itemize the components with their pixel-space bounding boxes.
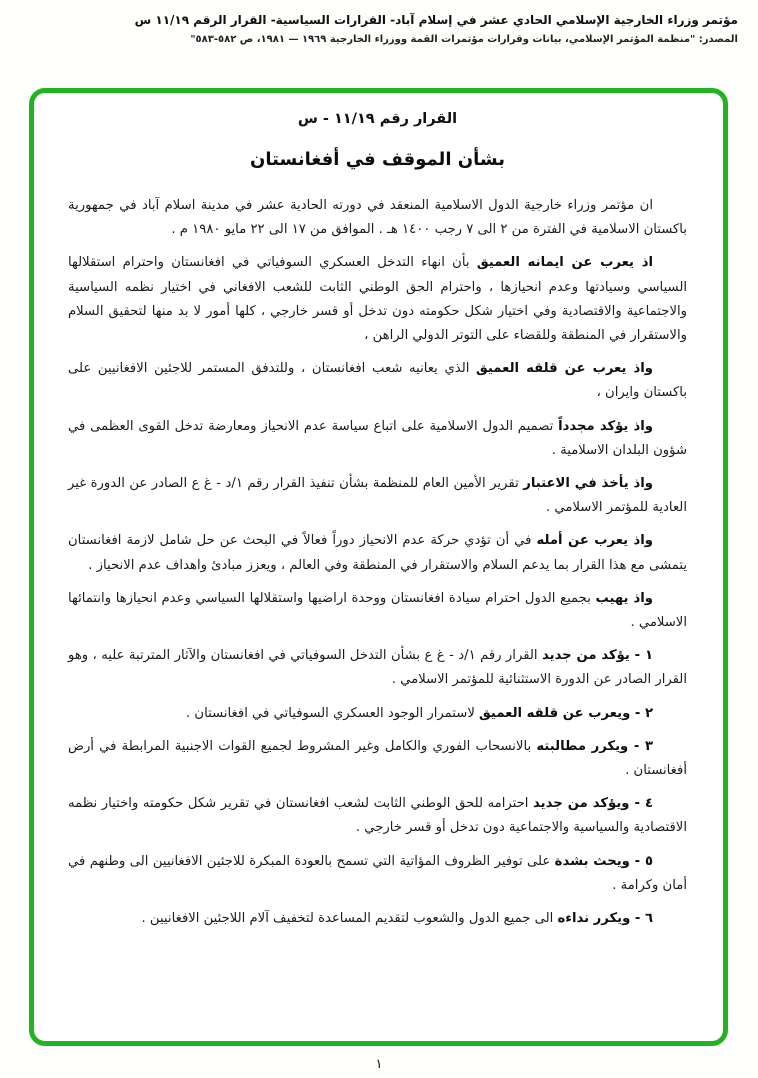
numbered-item-5 xyxy=(68,850,687,898)
paragraph-text: تصميم الدول الاسلامية على اتباع سياسة عدم الانحياز ومعارضة تدخل القوى العظمى في شؤون البلدان الاسلامية . xyxy=(68,418,687,458)
paragraph-clause xyxy=(68,357,687,405)
paragraph-clause xyxy=(68,251,687,348)
green-border-box xyxy=(29,88,728,1046)
numbered-item-2 xyxy=(68,702,687,726)
header-citation-line: مؤتمر وزراء الخارجية الإسلامي الحادي عشر في إسلام آباد- القرارات السياسية- القرار الرقم ١١/١٩ س xyxy=(134,13,738,27)
numbered-item-6 xyxy=(68,907,687,931)
paragraph-text: تقرير الأمين العام للمنظمة بشأن تنفيذ القرار رقم ١/د - غ ع الصادر عن الدورة غير العادية للمؤتمر الاسلامي . xyxy=(68,476,687,516)
numbered-item-1 xyxy=(68,644,687,692)
paragraph-lead: واذ يهيب xyxy=(595,590,653,606)
paragraph-clause xyxy=(68,472,687,520)
resolution-subject-title: بشأن الموقف في أفغانستان xyxy=(250,149,505,170)
paragraph-lead: واذ يعرب عن قلقه العميق xyxy=(476,361,653,377)
item-text: على توفير الظروف المؤاتية التي تسمح بالعودة المبكرة للاجئين الافغانيين الى وطنهم في أمان وكرامة . xyxy=(68,853,687,893)
document-header xyxy=(20,10,738,45)
paragraph-preamble xyxy=(68,194,687,242)
item-lead: ٥ - ويحث بشدة xyxy=(554,853,653,869)
page-number: ١ xyxy=(375,1057,383,1072)
paragraph-clause xyxy=(68,529,687,577)
item-text: الى جميع الدول والشعوب لتقديم المساعدة لتخفيف آلام اللاجئين الافغانيين . xyxy=(141,911,558,927)
item-lead: ٤ - ويؤكد من جديد xyxy=(533,796,654,812)
item-lead: ٢ - ويعرب عن قلقه العميق xyxy=(479,705,653,721)
item-text: لاستمرار الوجود العسكري السوفياتي في افغانستان . xyxy=(186,705,480,721)
paragraph-lead: واذ يعرب عن أمله xyxy=(536,533,653,549)
item-text: احترامه للحق الوطني الثابت لشعب افغانستان في تقرير شكل حكومته واختيار نظمه الاقتصادية والسياسية والاجتماعية دون تدخل أو قسر خارجي . xyxy=(68,796,687,836)
paragraph-text: بأن انهاء التدخل العسكري السوفياتي في افغانستان واحترام استقلالها السياسي وسيادتها وعدم انحيازها ، واحترام الحق الوطني الثابت للشعب الافغاني في اختيار نظمه السياسية والاجتماعية والاقتصادية وفي اختيار شكل حكومته دون تدخل أو قسر خارجي ، كلها أمور لا بد منها لتحقيق السلام والاستقرار في المنطقة وللقضاء على التوتر الدولي الراهن ، xyxy=(68,255,687,344)
paragraph-lead: واذ يؤكد مجدداً xyxy=(558,418,653,434)
item-lead: ١ - يؤكد من جديد xyxy=(542,648,654,664)
item-lead: ٦ - ويكرر نداءه xyxy=(557,911,653,927)
numbered-item-3 xyxy=(68,735,687,783)
paragraph-text: الذي يعانيه شعب افغانستان ، وللتدفق المستمر للاجئين الافغانيين على باكستان وايران ، xyxy=(68,361,687,401)
paragraph-clause xyxy=(68,415,687,463)
resolution-number-title: القرار رقم ١١/١٩ - س xyxy=(297,111,458,127)
item-lead: ٣ - ويكرر مطالبته xyxy=(536,738,653,754)
item-text: بالانسحاب الفوري والكامل وغير المشروط لجميع القوات الاجنبية المرابطة في أرض أفغانستان . xyxy=(68,738,687,779)
header-source-line: المصدر: "منظمة المؤتمر الإسلامي، بيانات وقرارات مؤتمرات القمة ووزراء الخارجية ١٩٦٩ — ١٩٨١، ص ٥٨٢-٥٨٣" xyxy=(190,34,738,46)
item-text: القرار رقم ١/د - غ ع بشأن التدخل السوفياتي في افغانستان والآثار المترتبة عليه ، وهو القرار الصادر عن الدورة الاستثنائية للمؤتمر الاسلامي . xyxy=(68,648,687,688)
paragraph-text: في أن تؤدي حركة عدم الانحياز دوراً فعالاً في البحث عن حل شامل لازمة افغانستان يتمشى مع هذا القرار بما يدعم السلام والاستقرار في المنطقة وفي العالم ، ويعزز مبادئ واهداف عدم الانحياز . xyxy=(68,533,687,573)
document-body xyxy=(68,194,687,931)
paragraph-text: بجميع الدول احترام سيادة افغانستان ووحدة اراضيها واستقلالها السياسي وعدم انحيازها وانتمائها الاسلامي . xyxy=(68,590,687,631)
paragraph-lead: واذ يأخذ في الاعتبار xyxy=(523,476,654,492)
numbered-item-4 xyxy=(68,792,687,840)
paragraph-lead: اذ يعرب عن ايمانه العميق xyxy=(476,255,653,271)
paragraph-clause xyxy=(68,587,687,635)
paragraph-text: ان مؤتمر وزراء خارجية الدول الاسلامية المنعقد في دورته الحادية عشر في مدينة اسلام آباد في جمهورية باكستان الاسلامية في الفترة من ٢ الى ٧ رجب ١٤٠٠ هـ . الموافق من ١٧ الى ٢٢ مايو ١٩٨٠ م . xyxy=(68,198,687,238)
